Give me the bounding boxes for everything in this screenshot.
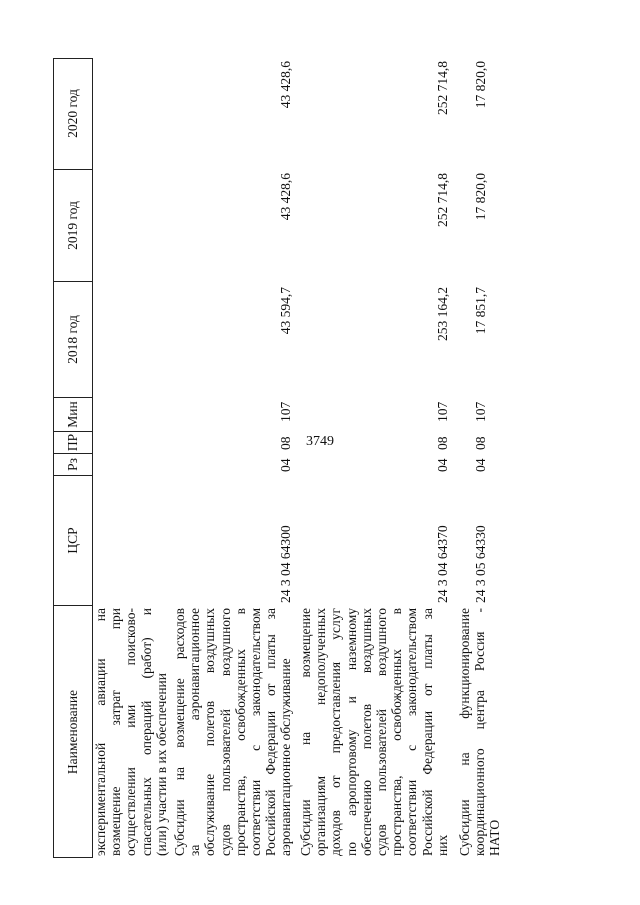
row-2020: 43 428,6 — [278, 61, 293, 109]
table-header-row — [53, 58, 93, 858]
row-2019: 43 428,6 — [278, 173, 293, 221]
row-2018: 253 164,2 — [435, 287, 450, 341]
header-min: Мин — [54, 398, 92, 432]
row-min: 107 — [435, 401, 450, 422]
row-name: Субсидии на функционирование координационного центра Россия - НАТО — [457, 608, 503, 856]
row-csr: 24 3 04 64300 — [278, 525, 293, 603]
header-2019: 2019 год — [54, 170, 92, 282]
header-2020: 2020 год — [54, 58, 92, 170]
row-2019: 252 714,8 — [435, 173, 450, 227]
row-2018: 43 594,7 — [278, 287, 293, 335]
header-csr: ЦСР — [54, 476, 92, 606]
header-rz: Рз — [54, 454, 92, 476]
budget-table — [53, 58, 588, 858]
row-csr: 24 3 05 64330 — [473, 525, 488, 603]
row-csr: 24 3 04 64370 — [435, 525, 450, 603]
row-pr: 08 — [278, 436, 293, 450]
row-2020: 17 820,0 — [473, 61, 488, 109]
row-rz: 04 — [435, 458, 450, 472]
row-name: Субсидии на возмещение расходов за аэронавигационное обслуживание полетов воздушных судов пользователей воздушного пространства, освобожденных в соответствии с законодательством Российской Федерации от платы за аэронавигационное обслуживание — [172, 608, 294, 856]
row-2018: 17 851,7 — [473, 287, 488, 335]
row-name: Субсидии на возмещение организациям недополученных доходов от предоставления услуг по аэропортовому и наземному обеспечению полетов воздушных судов пользователей воздушного пространства, освобожденных в соответствии с законодательством Российской Федерации от платы за них — [298, 608, 450, 856]
row-min: 107 — [278, 401, 293, 422]
header-name: Наименование — [65, 689, 80, 775]
header-pr: ПР — [54, 432, 92, 454]
row-name: экспериментальной авиации на возмещение затрат при осуществлении ими поисково- спасательных операций (работ) и (или) участии в их обеспечении — [93, 608, 169, 856]
row-min: 107 — [473, 401, 488, 422]
rotated-table-container — [53, 58, 588, 858]
row-2020: 252 714,8 — [435, 61, 450, 115]
row-rz: 04 — [278, 458, 293, 472]
row-pr: 08 — [473, 436, 488, 450]
row-2019: 17 820,0 — [473, 173, 488, 221]
row-rz: 04 — [473, 458, 488, 472]
row-pr: 08 — [435, 436, 450, 450]
header-2018: 2018 год — [54, 282, 92, 398]
page-number: 3749 — [306, 434, 334, 449]
